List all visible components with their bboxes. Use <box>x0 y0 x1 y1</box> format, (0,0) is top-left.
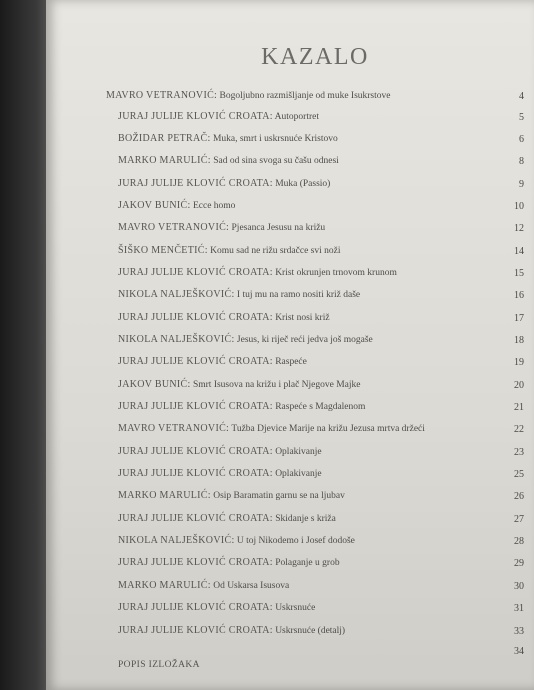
toc-entry[interactable] <box>118 245 524 261</box>
toc-work-title: Raspeće <box>275 357 307 367</box>
toc-work-title: Tužba Djevice Marije na križu Jezusa mrtva držeći <box>231 424 425 434</box>
toc-author: JURAJ JULIJE KLOVIĆ CROATA: <box>118 625 273 636</box>
toc-author: MARKO MARULIĆ: <box>118 580 211 591</box>
toc-page-number: 9 <box>519 179 524 190</box>
toc-entry[interactable] <box>118 513 524 529</box>
toc-author: NIKOLA NALJEŠKOVIĆ: <box>118 289 235 300</box>
exhibit-list-link[interactable]: POPIS IZLOŽAKA <box>118 660 200 670</box>
toc-author: JURAJ JULIJE KLOVIĆ CROATA: <box>118 468 273 479</box>
toc-work-title: Oplakivanje <box>275 469 322 479</box>
toc-work-title: Krist okrunjen trnovom krunom <box>275 268 397 278</box>
toc-author: JURAJ JULIJE KLOVIĆ CROATA: <box>118 557 273 568</box>
toc-author: BOŽIDAR PETRAČ: <box>118 133 211 144</box>
toc-work-title: Krist nosi križ <box>275 313 330 323</box>
toc-entry[interactable] <box>118 645 524 661</box>
page-title: KAZALO <box>261 44 369 70</box>
toc-entry[interactable] <box>118 446 524 462</box>
toc-work-title: Osip Baramatin garnu se na ljubav <box>213 491 345 501</box>
toc-page-number: 28 <box>514 536 524 547</box>
toc-page-number: 30 <box>514 581 524 592</box>
toc-work-title: Muka, smrt i uskrsnuće Kristovo <box>212 134 338 144</box>
toc-work-title: U toj Nikodemo i Josef dodoše <box>236 536 355 546</box>
toc-author: MARKO MARULIĆ: <box>118 490 211 501</box>
toc-work-title: Komu sad ne rižu srdačce svi noži <box>210 246 341 256</box>
toc-page-number: 19 <box>514 357 524 368</box>
toc-entry[interactable] <box>118 557 524 573</box>
toc-page-number: 6 <box>519 134 524 145</box>
toc-page-number: 10 <box>514 201 524 212</box>
toc-entry[interactable] <box>118 312 524 328</box>
toc-entry[interactable] <box>118 580 524 596</box>
toc-page-number: 33 <box>514 626 524 637</box>
toc-work-title: Oplakivanje <box>275 447 322 457</box>
toc-author: JURAJ JULIJE KLOVIĆ CROATA: <box>118 267 273 278</box>
toc-work-title: Raspeće s Magdalenom <box>275 402 366 412</box>
toc-entry[interactable] <box>118 334 524 350</box>
toc-author: MARKO MARULIĆ: <box>118 155 211 166</box>
toc-page-number: 16 <box>514 290 524 301</box>
toc-work-title: Autoportret <box>274 112 319 122</box>
toc-author: ŠIŠKO MENČETIĆ: <box>118 245 208 256</box>
toc-author: JURAJ JULIJE KLOVIĆ CROATA: <box>118 356 273 367</box>
toc-work-title: Uskrsnuće (detalj) <box>275 626 346 636</box>
toc-page-number: 22 <box>514 424 524 435</box>
toc-entry[interactable] <box>118 155 524 171</box>
toc-author: JURAJ JULIJE KLOVIĆ CROATA: <box>118 178 273 189</box>
toc-work-title: Uskrsnuće <box>275 603 316 613</box>
toc-work-title: Muka (Passio) <box>275 179 331 189</box>
toc-entry[interactable] <box>118 490 524 506</box>
toc-page-number: 31 <box>514 603 524 614</box>
book-spine <box>0 0 52 690</box>
toc-entry[interactable] <box>118 379 524 395</box>
toc-page-number: 17 <box>514 313 524 324</box>
toc-page-number: 23 <box>514 447 524 458</box>
toc-entry[interactable] <box>118 356 524 372</box>
toc-work-title: Smrt Isusova na križu i plač Njegove Majke <box>192 380 361 390</box>
toc-author: MAVRO VETRANOVIĆ: <box>118 222 230 233</box>
toc-page-number: 26 <box>514 491 524 502</box>
book-page <box>46 0 534 690</box>
toc-author: MAVRO VETRANOVIĆ: <box>118 423 230 434</box>
toc-entry[interactable] <box>118 133 524 149</box>
toc-page-number: 27 <box>514 514 524 525</box>
toc-page-number: 20 <box>514 380 524 391</box>
toc-work-title: Ecce homo <box>192 201 236 211</box>
toc-author: JURAJ JULIJE KLOVIĆ CROATA: <box>118 602 273 613</box>
toc-entry[interactable] <box>118 267 524 283</box>
toc-page-number: 14 <box>514 246 524 257</box>
toc-entry[interactable] <box>106 90 524 106</box>
toc-page-number: 25 <box>514 469 524 480</box>
toc-work-title: Bogoljubno razmišljanje od muke Isukrstove <box>219 91 391 101</box>
toc-entry[interactable] <box>118 625 524 641</box>
toc-author: NIKOLA NALJEŠKOVIĆ: <box>118 535 235 546</box>
toc-author: JAKOV BUNIĆ: <box>118 200 191 211</box>
toc-work-title: I tuj mu na ramo nositi križ daše <box>236 290 361 300</box>
toc-author: JURAJ JULIJE KLOVIĆ CROATA: <box>118 312 273 323</box>
toc-page-number: 21 <box>514 402 524 413</box>
toc-author: JURAJ JULIJE KLOVIĆ CROATA: <box>118 446 273 457</box>
toc-work-title: Od Uskarsa Isusova <box>213 581 290 591</box>
toc-work-title: Sad od sina svoga su čašu odnesi <box>213 156 339 166</box>
toc-page-number: 4 <box>519 91 524 102</box>
toc-entry[interactable] <box>118 200 524 216</box>
toc-entry[interactable] <box>118 535 524 551</box>
toc-page-number: 12 <box>514 223 524 234</box>
toc-entry[interactable] <box>118 468 524 484</box>
toc-page-number: 5 <box>519 112 524 123</box>
toc-entry[interactable] <box>118 401 524 417</box>
toc-entry[interactable] <box>118 111 524 127</box>
toc-page-number: 15 <box>514 268 524 279</box>
toc-entry[interactable] <box>118 423 524 439</box>
toc-author: NIKOLA NALJEŠKOVIĆ: <box>118 334 235 345</box>
toc-work-title: Skidanje s križa <box>275 514 336 524</box>
toc-page-number: 34 <box>514 646 524 657</box>
toc-author: JAKOV BUNIĆ: <box>118 379 191 390</box>
toc-author: JURAJ JULIJE KLOVIĆ CROATA: <box>118 111 273 122</box>
toc-entry[interactable] <box>118 289 524 305</box>
toc-author: JURAJ JULIJE KLOVIĆ CROATA: <box>118 401 273 412</box>
toc-author: MAVRO VETRANOVIĆ: <box>106 90 218 101</box>
toc-work-title: Pjesanca Jesusu na križu <box>231 223 326 233</box>
toc-page-number: 8 <box>519 156 524 167</box>
toc-page-number: 18 <box>514 335 524 346</box>
toc-entry[interactable] <box>118 178 524 194</box>
toc-page-number: 29 <box>514 558 524 569</box>
toc-work-title: Polaganje u grob <box>275 558 340 568</box>
toc-author: JURAJ JULIJE KLOVIĆ CROATA: <box>118 513 273 524</box>
toc-entry[interactable] <box>118 602 524 618</box>
toc-work-title: Jesus, ki riječ reći jedva još mogaše <box>236 335 373 345</box>
toc-entry[interactable] <box>118 222 524 238</box>
